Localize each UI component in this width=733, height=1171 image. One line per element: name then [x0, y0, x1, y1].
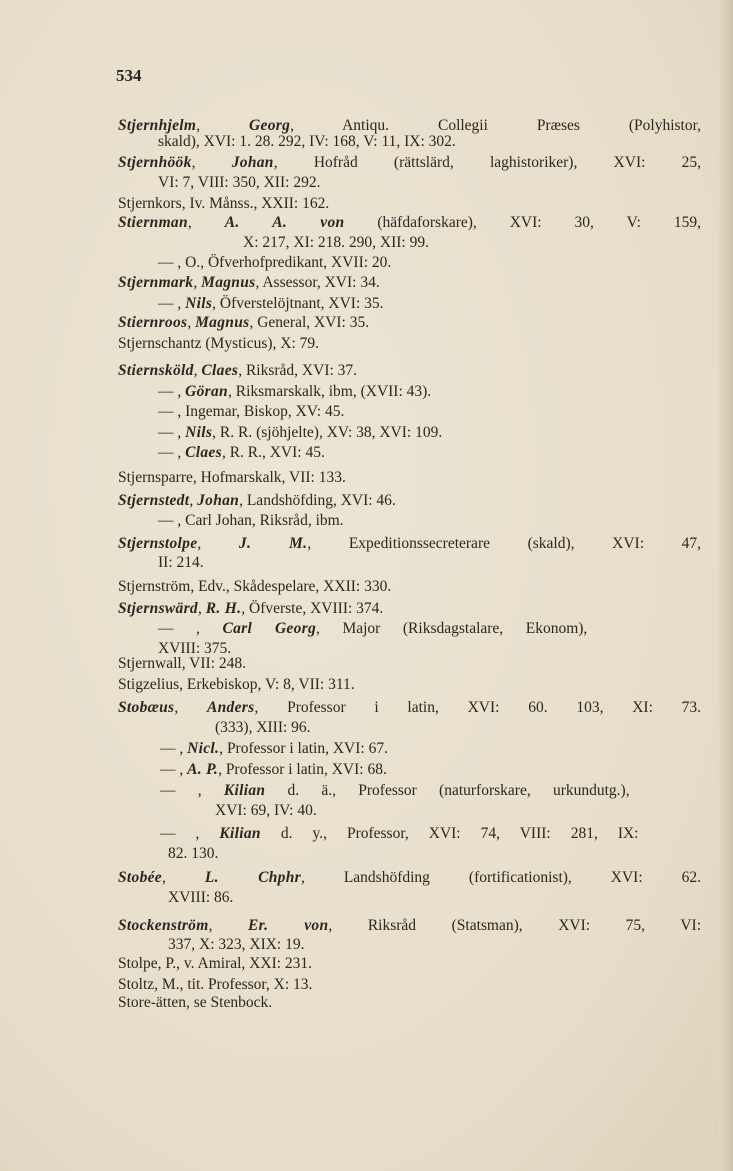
entry-name: Stiernsköld	[118, 362, 194, 379]
entry-name: Claes	[185, 444, 222, 461]
index-line	[118, 868, 701, 888]
entry-name: Georg	[249, 117, 291, 134]
entry-text: (333), XIII: 96.	[215, 719, 311, 736]
entry-text: , Major (Riksdagstalare, Ekonom),	[316, 620, 588, 637]
index-line	[158, 253, 391, 273]
index-line	[160, 781, 630, 801]
entry-text: d. ä., Professor (naturforskare, urkundutg.),	[265, 782, 630, 799]
entry-text: ,	[191, 154, 232, 171]
entry-text: — ,	[160, 740, 188, 757]
entry-text: — ,	[160, 761, 188, 778]
index-line	[158, 132, 456, 152]
entry-text: — ,	[158, 620, 223, 637]
entry-text: , R. R., XVI: 45.	[221, 444, 325, 461]
entry-text: , Riksmarskalk, ibm, (XVII: 43).	[227, 383, 432, 400]
entry-text: — ,	[158, 444, 186, 461]
index-line	[158, 294, 384, 314]
entry-name: Nicl.	[187, 740, 220, 757]
entry-text: ,	[162, 869, 205, 886]
entry-text: XVIII: 375.	[158, 640, 232, 657]
index-line	[118, 334, 319, 354]
index-line	[118, 213, 701, 233]
entry-name: Stockenström	[118, 917, 209, 934]
entry-name: Anders	[207, 699, 255, 716]
entry-text: — , Carl Johan, Riksråd, ibm.	[158, 512, 344, 529]
entry-name: Stjernhjelm	[118, 117, 197, 134]
entry-text: , Landshöfding (fortificationist), XVI: 62.	[300, 869, 701, 886]
page-number: 534	[116, 66, 142, 85]
entry-name: Stiernman	[118, 214, 188, 231]
entry-text: , R. R. (sjöhjelte), XV: 38, XVI: 109.	[212, 424, 443, 441]
index-line	[118, 916, 701, 936]
index-line	[160, 824, 639, 844]
entry-name: R. H.	[205, 600, 242, 617]
entry-name: Johan	[231, 154, 274, 171]
entry-text: X: 217, XI: 218. 290, XII: 99.	[243, 234, 429, 251]
entry-text: ,	[174, 699, 207, 716]
entry-name: Stjernhöök	[118, 154, 192, 171]
index-line	[158, 382, 431, 402]
entry-text: Stigzelius, Erkebiskop, V: 8, VII: 311.	[118, 676, 355, 693]
index-line	[215, 718, 311, 738]
entry-text: XVI: 69, IV: 40.	[215, 802, 317, 819]
entry-text: ,	[187, 214, 225, 231]
entry-text: Stjernström, Edv., Skådespelare, XXII: 330.	[118, 578, 392, 595]
index-line	[215, 801, 317, 821]
entry-name: Stobæus	[118, 699, 175, 716]
index-line	[118, 491, 396, 511]
entry-name: Kilian	[223, 782, 266, 799]
index-line	[118, 975, 312, 995]
index-line	[118, 468, 346, 488]
entry-text: , Riksråd, XVI: 37.	[238, 362, 358, 379]
index-line	[118, 577, 391, 597]
entry-text: — , Ingemar, Biskop, XV: 45.	[158, 403, 345, 420]
entry-text: d. y., Professor, XVI: 74, VIII: 281, IX:	[260, 825, 639, 842]
entry-text: , General, XVI: 35.	[249, 314, 370, 331]
entry-text: — ,	[158, 424, 186, 441]
entry-text: Stoltz, M., tit. Professor, X: 13.	[118, 976, 313, 993]
index-line	[118, 194, 329, 214]
index-line	[118, 599, 383, 619]
entry-name: Stjernstedt	[118, 492, 190, 509]
entry-name: Nils	[185, 295, 213, 312]
entry-text: ,	[196, 117, 250, 134]
index-line	[158, 402, 344, 422]
entry-text: , Riksråd (Statsman), XVI: 75, VI:	[328, 917, 701, 934]
entry-text: , Professor i latin, XVI: 67.	[219, 740, 388, 757]
entry-name: A. P.	[187, 761, 219, 778]
index-line	[118, 954, 312, 974]
entry-text: — ,	[158, 383, 186, 400]
entry-text: — ,	[158, 295, 186, 312]
entry-text: ,	[189, 492, 198, 509]
entry-name: Nils	[185, 424, 213, 441]
index-line	[168, 844, 218, 864]
entry-name: Er. von	[248, 917, 329, 934]
entry-text: 82. 130.	[168, 845, 219, 862]
entry-text: VI: 7, VIII: 350, XII: 292.	[158, 174, 321, 191]
entry-text: (häfdaforskare), XVI: 30, V: 159,	[344, 214, 701, 231]
entry-text: , Professor i latin, XVI: 68.	[218, 761, 387, 778]
index-line	[118, 654, 246, 674]
entry-text: , Antiqu. Collegii Præses (Polyhistor,	[290, 117, 702, 134]
index-line	[158, 173, 320, 193]
entry-text: ,	[208, 917, 249, 934]
entry-text: , Hofråd (rättslärd, laghistoriker), XVI: 25,	[273, 154, 702, 171]
index-line	[118, 361, 357, 381]
entry-name: Stjernmark	[118, 274, 194, 291]
entry-text: ,	[197, 600, 206, 617]
index-line	[168, 888, 233, 908]
page-edge	[719, 0, 733, 1171]
entry-text: 337, X: 323, XIX: 19.	[168, 936, 305, 953]
entry-name: A. A. von	[224, 214, 345, 231]
entry-text: , Expeditionssecreterare (skald), XVI: 47,	[307, 535, 702, 552]
index-line	[118, 313, 369, 333]
entry-name: Magnus	[195, 314, 250, 331]
entry-text: ,	[193, 362, 202, 379]
index-line	[158, 511, 344, 531]
entry-text: , Öfverste, XVIII: 374.	[241, 600, 384, 617]
index-line	[160, 739, 388, 759]
entry-text: Store-ätten, se Stenbock.	[118, 994, 273, 1011]
entry-text: , Öfverstelöjtnant, XVI: 35.	[212, 295, 384, 312]
index-line	[168, 935, 304, 955]
entry-text: , Professor i latin, XVI: 60. 103, XI: 73.	[254, 699, 701, 716]
entry-name: Claes	[201, 362, 239, 379]
entry-name: Stobée	[118, 869, 162, 886]
index-line	[158, 619, 587, 639]
entry-name: Carl Georg	[222, 620, 317, 637]
entry-name: Magnus	[201, 274, 256, 291]
entry-text: — , O., Öfverhofpredikant, XVII: 20.	[158, 254, 392, 271]
entry-text: ,	[197, 535, 239, 552]
index-line	[160, 760, 387, 780]
entry-text: skald), XVI: 1. 28. 292, IV: 168, V: 11, IX: 302.	[158, 133, 456, 150]
entry-text: — ,	[160, 782, 224, 799]
index-line	[118, 675, 355, 695]
entry-name: Johan	[197, 492, 240, 509]
index-line	[158, 423, 442, 443]
entry-text: ,	[193, 274, 202, 291]
entry-name: J. M.	[238, 535, 308, 552]
entry-name: Stjernswärd	[118, 600, 198, 617]
index-line	[118, 153, 701, 173]
entry-name: Göran	[185, 383, 228, 400]
entry-text: — ,	[160, 825, 220, 842]
entry-text: Stjernschantz (Mysticus), X: 79.	[118, 335, 320, 352]
entry-text: II: 214.	[158, 554, 204, 571]
index-line	[158, 443, 325, 463]
entry-name: Kilian	[219, 825, 261, 842]
index-line	[243, 233, 429, 253]
entry-text: ,	[187, 314, 196, 331]
entry-name: L. Chphr	[204, 869, 301, 886]
index-line	[118, 534, 701, 554]
entry-text: Stjernkors, Iv. Månss., XXII: 162.	[118, 195, 330, 212]
index-line	[118, 698, 701, 718]
entry-name: Stjernstolpe	[118, 535, 198, 552]
entry-text: Stolpe, P., v. Amiral, XXI: 231.	[118, 955, 313, 972]
index-line	[118, 993, 272, 1013]
index-line	[158, 553, 204, 573]
entry-name: Stiernroos	[118, 314, 188, 331]
entry-text: XVIII: 86.	[168, 889, 234, 906]
entry-text: Stjernsparre, Hofmarskalk, VII: 133.	[118, 469, 346, 486]
entry-text: , Assessor, XVI: 34.	[255, 274, 380, 291]
entry-text: , Landshöfding, XVI: 46.	[239, 492, 396, 509]
index-line	[118, 273, 380, 293]
entry-text: Stjernwall, VII: 248.	[118, 655, 247, 672]
